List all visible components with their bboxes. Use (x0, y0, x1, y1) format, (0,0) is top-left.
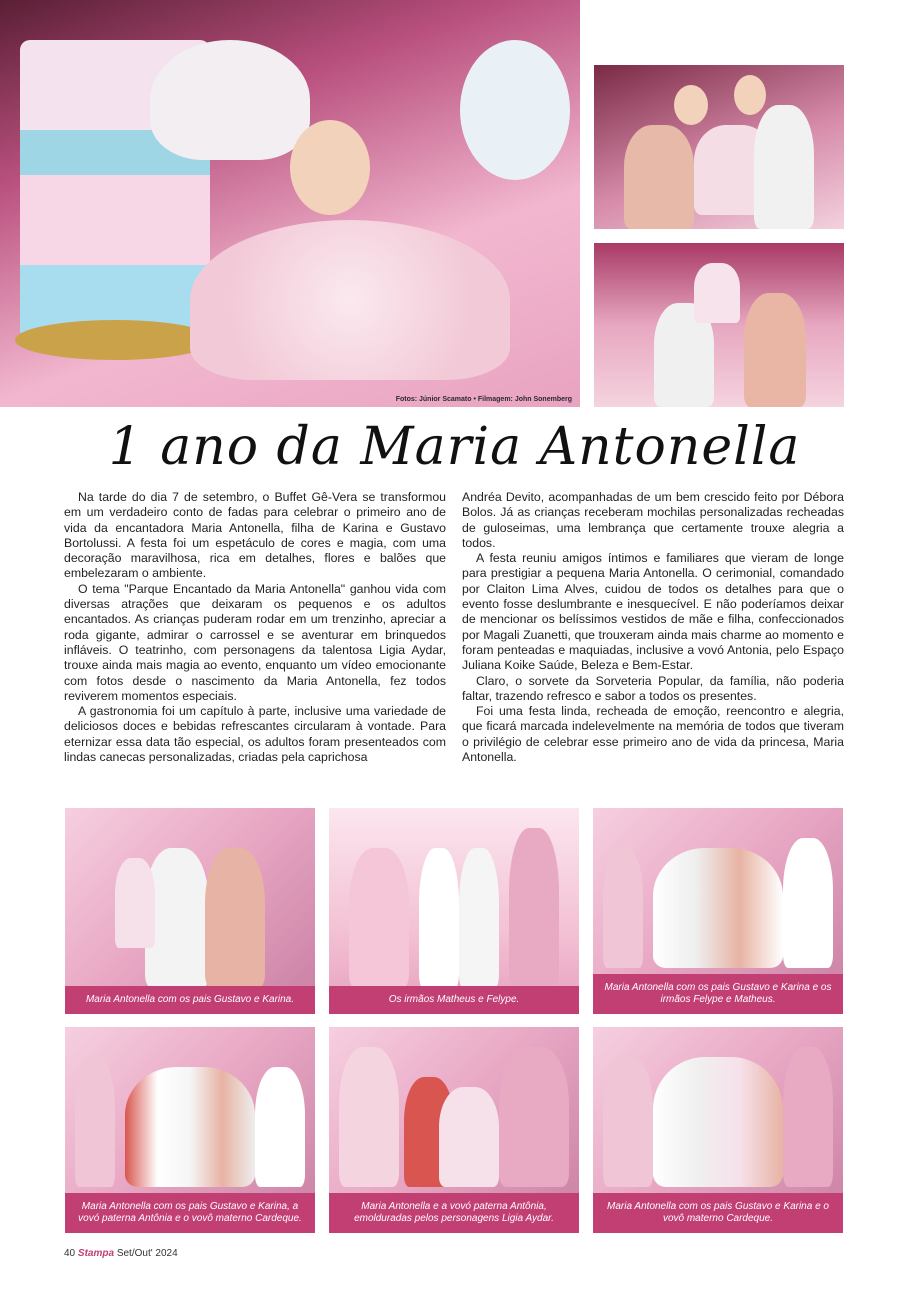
father-head (734, 75, 766, 115)
article-paragraph: A festa reuniu amigos íntimos e familiares que vieram de longe para prestigiar a pequena Maria Antonella. O cerimonial, comandado por Claiton Lima Alves, cuidou de todos os detalhes para que o evento fosse deslumbrante e inesquecível. E não poderíamos deixar de mencionar os belíssimos vestidos de mãe e filha, confeccionados por Magali Zuanetti, que trouxeram ainda mais charme ao momento e foram penteadas e maquiadas, inclusive a vovó Antonia, pelo Espaço Juliana Koike Saúde, Beleza e Bem-Estar. (462, 551, 844, 673)
grid-photo-3 (593, 808, 843, 1014)
grid-photo-4 (65, 1027, 315, 1233)
photo-caption: Maria Antonella com os pais Gustavo e Karina, a vovó paterna Antônia e o vovô materno Cardeque. (65, 1193, 315, 1233)
mother-figure (744, 293, 806, 407)
character-figure (339, 1047, 399, 1187)
magazine-brand: Stampa (77, 1248, 115, 1259)
photo-caption: Maria Antonella com os pais Gustavo e Karina e os irmãos Felype e Matheus. (593, 974, 843, 1014)
baby-figure (439, 1087, 499, 1187)
brother-figure (459, 848, 499, 988)
photo-caption: Maria Antonella e a vovó paterna Antônia, emolduradas pelos personagens Ligia Aydar. (329, 1193, 579, 1233)
article-paragraph: A gastronomia foi um capítulo à parte, inclusive uma variedade de deliciosos doces e bebidas refrescantes circularam à vontade. Para eternizar essa data tão especial, os adultos foram presenteados com lindas canecas personalizadas, criadas pela caprichosa (64, 704, 446, 765)
photo-caption: Os irmãos Matheus e Felype. (329, 986, 579, 1014)
article-paragraph: Na tarde do dia 7 de setembro, o Buffet Gê-Vera se transformou em um verdadeiro conto de fadas para celebrar o primeiro ano de vida da encantadora Maria Antonella, filha de Karina e Gustavo Bortolussi. A festa foi um espetáculo de cores e magia, com uma decoração maravilhosa, rica em detalhes, flores e balões que embelezaram o ambiente. (64, 490, 446, 581)
edition-label: Set/Out' 2024 (116, 1248, 178, 1259)
photo-caption: Maria Antonella com os pais Gustavo e Karina. (65, 986, 315, 1014)
character-figure (603, 1057, 653, 1187)
character-figure (255, 1067, 305, 1187)
family-figure (653, 848, 783, 968)
family-figure (653, 1057, 783, 1187)
grid-photo-5 (329, 1027, 579, 1233)
mother-figure (205, 848, 265, 988)
character-figure (349, 848, 409, 988)
mother-figure (624, 125, 694, 229)
father-figure (754, 105, 814, 229)
page-number: 40 (64, 1248, 76, 1259)
article-paragraph: O tema "Parque Encantado da Maria Antonella" ganhou vida com diversas atrações que deixaram os pequenos e os adultos encantados. As crianças puderam rodar em um trenzinho, apreciar a roda gigante, admirar o carrossel e se aventurar em brinquedos infláveis. O teatrinho, com personagens da talentosa Ligia Aydar, trouxe ainda mais magia ao evento, enquanto um vídeo emocionante com fotos desde o nascimento da Maria Antonella, fez todos reviverem momentos especiais. (64, 581, 446, 703)
article-paragraph: Foi uma festa linda, recheada de emoção, reencontro e alegria, que ficará marcada indelevelmente na memória de todos que tiveram o privilégio de celebrar esse primeiro ano de vida da princesa, Maria Antonella. (462, 704, 844, 765)
article-column-left (64, 490, 446, 765)
character-figure (509, 828, 559, 988)
photo-parents-lift (594, 243, 844, 407)
grid-photo-6 (593, 1027, 843, 1233)
baby-figure (694, 263, 740, 323)
baby-figure (190, 220, 510, 380)
character-figure (783, 1047, 833, 1187)
character-figure (499, 1047, 569, 1187)
character-figure (783, 838, 833, 968)
photo-parents-kiss (594, 65, 844, 229)
photo-credit: Fotos: Júnior Scamato • Filmagem: John Sonemberg (395, 396, 572, 403)
page-footer (64, 1248, 178, 1259)
baby-figure (115, 858, 155, 948)
mother-head (674, 85, 708, 125)
character-figure (75, 1057, 115, 1187)
character-figure (603, 848, 643, 968)
baby-face (290, 120, 370, 215)
grid-photo-1 (65, 808, 315, 1014)
photo-caption: Maria Antonella com os pais Gustavo e Karina e o vovô materno Cardeque. (593, 1193, 843, 1233)
article-paragraph: Claro, o sorvete da Sorveteria Popular, da família, não poderia faltar, trazendo refresco e sabor a todos os presentes. (462, 673, 844, 703)
brother-figure (419, 848, 459, 988)
family-figure (125, 1067, 255, 1187)
grid-photo-2 (329, 808, 579, 1014)
article-column-right (462, 490, 844, 765)
hero-photo (0, 0, 580, 407)
page-title: 1 ano da Maria Antonella (108, 417, 801, 477)
article-paragraph: Andréa Devito, acompanhadas de um bem crescido feito por Débora Bolos. Já as crianças receberam mochilas personalizadas recheadas de guloseimas, uma lembrança que certamente trouxe alegria a todos. (462, 490, 844, 550)
